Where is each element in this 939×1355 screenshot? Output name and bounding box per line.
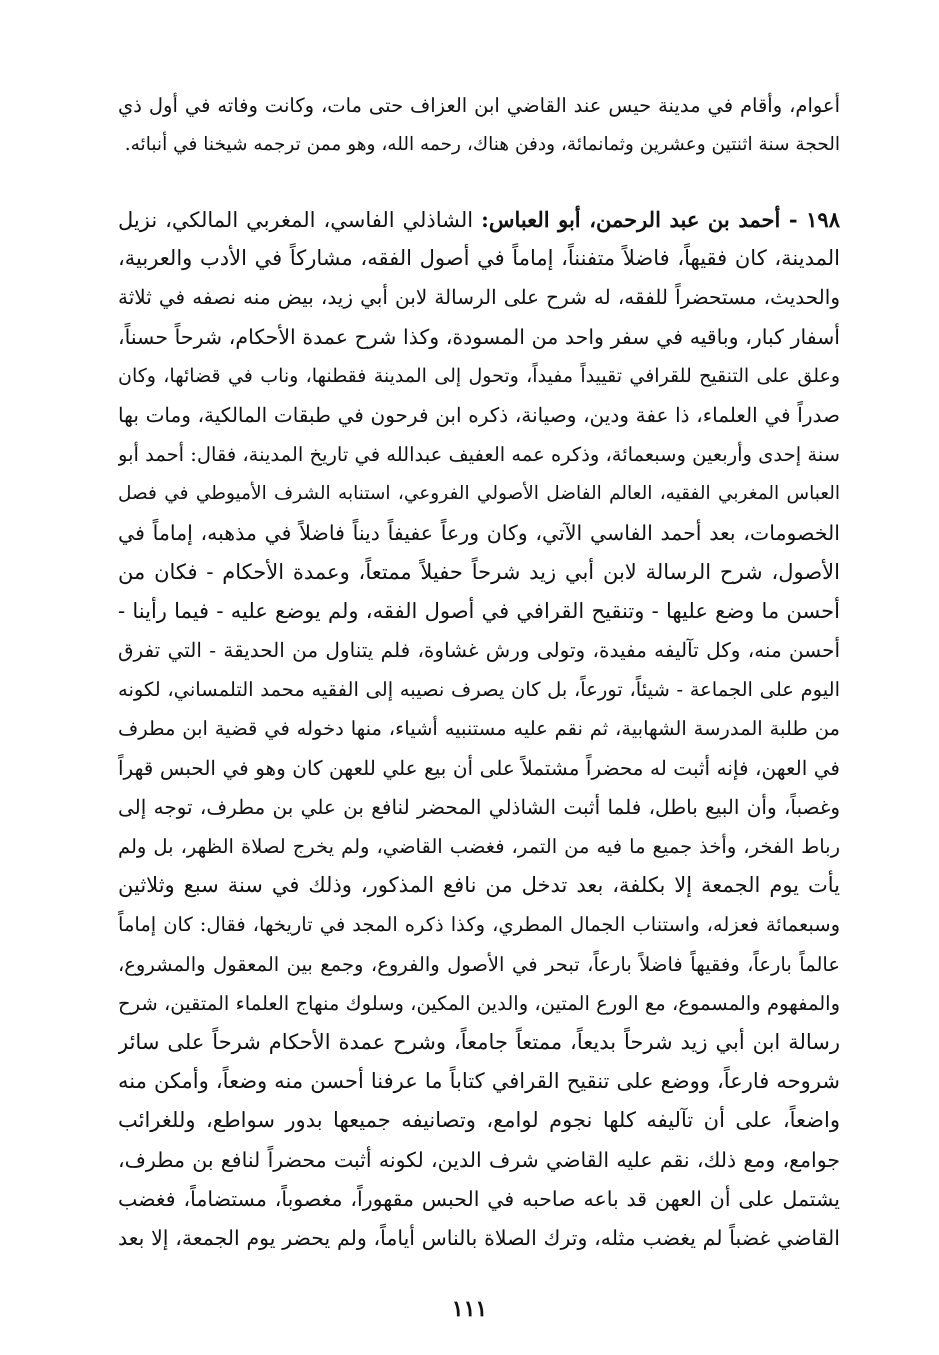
entry-number: ١٩٨ xyxy=(806,207,840,232)
entry-heading: أحمد بن عبد الرحمن، أبو العباس: xyxy=(481,207,781,232)
text-line: سنة إحدى وأربعين وسبعمائة، وذكره عمه العفيف عبدالله في تاريخ المدينة، فقال: أحمد أبو xyxy=(118,443,840,467)
text-line: من طلبة المدرسة الشهابية، ثم نقم عليه مستنبيه أشياء، منها دخوله في قضية ابن مطرف xyxy=(118,717,840,741)
page-number: ١١١ xyxy=(451,1296,488,1322)
biography-entry xyxy=(118,200,840,1258)
text-line: صدراً في العلماء، ذا عفة ودين، وصيانة، ذكره ابن فرحون في طبقات المالكية، ومات بها xyxy=(118,402,840,427)
text-line: وعلق على التنقيح للقرافي تقييداً مفيداً، وتحول إلى المدينة فقطنها، وناب في قضائها، وكان xyxy=(118,364,840,387)
text-line: الخصومات، بعد أحمد الفاسي الآتي، وكان ورعاً عفيفاً ديناً فاضلاً في مذهبه، إماماً في xyxy=(118,520,840,545)
entry-first-line-text: الشاذلي الفاسي، المغربي المالكي، نزيل xyxy=(118,208,474,232)
text-line: والحديث، مستحضراً للفقه، له شرح على الرسالة لابن أبي زيد، بيض منه نصفه في ثلاثة xyxy=(118,285,840,310)
text-line: عالماً بارعاً، وفقيهاً فاضلاً بارعاً، تبحر في الأصول والفروع، وجمع بين المعقول والمشروع، xyxy=(118,952,840,976)
text-line: العباس المغربي الفقيه، العالم الفاضل الأصولي الفروعي، استنابه الشرف الأميوطي في فصل xyxy=(118,483,840,505)
previous-entry-ending xyxy=(118,86,840,164)
entry-first-line: ١٩٨ - أحمد بن عبد الرحمن، أبو العباس: الشاذلي الفاسي، المغربي المالكي، نزيل xyxy=(118,207,840,232)
text-line: أسفار كبار، وباقيه في سفر واحد من المسودة، وكذا شرح عمدة الأحكام، شرحاً حسناً، xyxy=(118,324,840,349)
text-line: المدينة، كان فقيهاً، فاضلاً متفنناً، إماماً في أصول الفقه، مشاركاً في الأدب والعربية، xyxy=(118,246,840,271)
text-line: الأصول، شرح الرسالة لابن أبي زيد شرحاً حفيلاً ممتعاً، وعمدة الأحكام - فكان من xyxy=(118,559,840,584)
text-line: والمفهوم والمسموع، مع الورع المتين، والدين المكين، وسلوك منهاج العلماء المتقين، شرح xyxy=(118,991,840,1015)
text-line: في العهن، فإنه أثبت له محضراً مشتملاً على أن بيع علي للعهن كان وهو في الحبس قهراً xyxy=(118,755,840,780)
text-line: اليوم على الجماعة - شيئاً، تورعاً، بل كان يصرف نصيبه إلى الفقيه محمد التلمساني، لكونه xyxy=(118,678,840,702)
text-line: يأت يوم الجمعة إلا بكلفة، بعد تدخل من نافع المذكور، وذلك في سنة سبع وثلاثين xyxy=(118,873,840,898)
text-line: جوامع، ومع ذلك، نقم عليه القاضي شرف الدين، لكونه أثبت محضراً لنافع بن مطرف، xyxy=(118,1147,840,1172)
text-line: أحسن ما وضع عليها - وتنقيح القرافي في أصول الفقه، ولم يوضع عليه - فيما رأينا - xyxy=(118,598,840,623)
text-line: شروحه فارعاً، ووضع على تنقيح القرافي كتاباً ما عرفنا أحسن منه وضعاً، وأمكن منه xyxy=(118,1069,840,1094)
text-line: وغصباً، وأن البيع باطل، فلما أثبت الشاذلي المحضر لنافع بن علي بن مطرف، توجه إلى xyxy=(118,794,840,819)
text-line: رسالة ابن أبي زيد شرحاً بديعاً، ممتعاً جامعاً، وشرح عمدة الأحكام شرحاً على سائر xyxy=(118,1029,840,1054)
text-line: الحجة سنة اثنتين وعشرين وثمانمائة، ودفن هناك، رحمه الله، وهو ممن ترجمه شيخنا في أنبائه. xyxy=(124,134,840,156)
text-line: أحسن منه، وكل تآليفه مفيدة، وتولى ورش غشاوة، فلم يتناول من الحديقة - التي تفرق xyxy=(118,638,840,663)
text-line: وسبعمائة فعزله، واستناب الجمال المطري، وكذا ذكره المجد في تاريخها، فقال: كان إماماً xyxy=(118,913,840,937)
text-line: واضعاً، على أن تآليفه كلها نجوم لوامع، وتصانيفه جميعها بدور سواطع، وللغرائب xyxy=(118,1108,840,1133)
text-line: يشتمل على أن العهن قد باعه صاحبه في الحبس مقهوراً، مغصوباً، مستضاماً، فغضب xyxy=(118,1186,840,1211)
text-line: رباط الفخر، وأخذ جميع ما فيه من التمر، فغضب القاضي، ولم يخرج لصلاة الظهر، بل ولم xyxy=(118,835,840,858)
text-line: القاضي غضباً لم يغضب مثله، وترك الصلاة بالناس أياماً، ولم يحضر يوم الجمعة، إلا بعد xyxy=(118,1225,840,1250)
text-line: أعوام، وأقام في مدينة حيس عند القاضي ابن العزاف حتى مات، وكانت وفاته في أول ذي xyxy=(118,94,840,117)
